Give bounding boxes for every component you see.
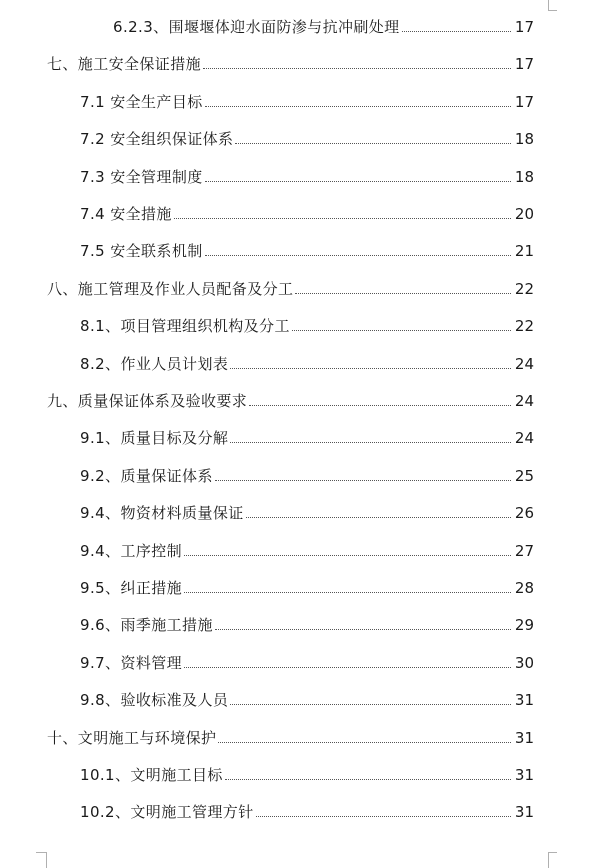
toc-leader-dots: [249, 404, 511, 406]
toc-entry-label: 十、文明施工与环境保护: [47, 728, 217, 747]
toc-entry[interactable]: [47, 274, 534, 298]
toc-page-number: 26: [514, 504, 534, 523]
toc-page-number: 17: [514, 18, 534, 36]
toc-entry-label: 7.5 安全联系机制: [80, 242, 203, 261]
toc-leader-dots: [402, 30, 511, 32]
toc-entry-label: 8.1、项目管理组织机构及分工: [80, 317, 290, 336]
toc-entry[interactable]: [80, 648, 534, 672]
toc-leader-dots: [184, 666, 511, 668]
toc-entry[interactable]: [80, 87, 534, 111]
toc-leader-dots: [225, 778, 511, 780]
toc-page-number: 27: [514, 541, 534, 560]
toc-entry-label: 7.2 安全组织保证体系: [80, 130, 234, 149]
toc-entry[interactable]: [80, 199, 534, 223]
toc-leader-dots: [184, 591, 511, 593]
toc-entry[interactable]: [80, 162, 534, 186]
toc-leader-dots: [174, 217, 511, 219]
toc-leader-dots: [215, 628, 511, 630]
toc-page-number: 21: [514, 242, 534, 261]
toc-entry[interactable]: [113, 12, 534, 36]
toc-entry[interactable]: [47, 386, 534, 410]
toc-leader-dots: [292, 329, 511, 331]
toc-entry-label: 10.1、文明施工目标: [80, 766, 223, 784]
toc-page-number: 31: [514, 803, 534, 822]
toc-entry-label: 9.6、雨季施工措施: [80, 616, 213, 635]
toc-entry[interactable]: [80, 423, 534, 447]
toc-entry-label: 9.2、质量保证体系: [80, 466, 213, 485]
toc-entry-label: 八、施工管理及作业人员配备及分工: [47, 279, 294, 298]
toc-leader-dots: [230, 367, 511, 369]
toc-entry[interactable]: [80, 573, 534, 597]
toc-entry[interactable]: [80, 685, 534, 709]
toc-leader-dots: [203, 67, 511, 69]
toc-leader-dots: [218, 741, 511, 743]
toc-entry-label: 9.7、资料管理: [80, 653, 183, 672]
toc-leader-dots: [295, 292, 511, 294]
toc-entry-label: 9.4、物资材料质量保证: [80, 504, 244, 523]
toc-leader-dots: [235, 142, 510, 144]
toc-page-number: 30: [514, 653, 534, 672]
toc-page-number: 17: [514, 92, 534, 111]
toc-entry-label: 9.8、验收标准及人员: [80, 691, 229, 710]
toc-entry[interactable]: [80, 536, 534, 560]
toc-entry[interactable]: [80, 311, 534, 335]
toc-page-number: 22: [514, 317, 534, 336]
toc-entry[interactable]: [80, 610, 534, 634]
crop-mark-bottom-left: [36, 852, 47, 868]
toc-page-number: 28: [514, 579, 534, 597]
toc-page-number: 22: [514, 279, 534, 298]
toc-leader-dots: [184, 554, 511, 556]
toc-entry-label: 6.2.3、围堰堰体迎水面防渗与抗冲刷处理: [113, 18, 400, 36]
toc-leader-dots: [246, 516, 511, 518]
toc-leader-dots: [205, 105, 511, 107]
toc-leader-dots: [215, 479, 511, 481]
toc-entry-label: 9.5、纠正措施: [80, 579, 183, 597]
toc-entry[interactable]: [47, 49, 534, 73]
toc-entry-label: 7.3 安全管理制度: [80, 167, 203, 186]
toc-entry-label: 8.2、作业人员计划表: [80, 354, 229, 373]
toc-entry-label: 9.1、质量目标及分解: [80, 429, 229, 448]
crop-mark-bottom-right: [548, 852, 557, 868]
toc-page-number: 18: [514, 130, 534, 149]
toc-entry-label: 七、施工安全保证措施: [47, 55, 202, 74]
toc-entry[interactable]: [80, 349, 534, 373]
toc-entry[interactable]: [47, 723, 534, 747]
toc-page-number: 17: [514, 55, 534, 74]
toc-page-number: 25: [514, 466, 534, 485]
toc-page-number: 31: [514, 728, 534, 747]
toc-page-number: 29: [514, 616, 534, 635]
toc-page-number: 31: [514, 766, 534, 784]
toc-entry[interactable]: [80, 461, 534, 485]
toc-page-number: 20: [514, 205, 534, 223]
crop-mark-top-right: [548, 0, 557, 11]
toc-page-number: 18: [514, 167, 534, 186]
toc-leader-dots: [205, 254, 511, 256]
toc-entry[interactable]: [80, 797, 534, 821]
toc-leader-dots: [205, 180, 511, 182]
toc-entry[interactable]: [80, 124, 534, 148]
toc-leader-dots: [256, 815, 511, 817]
toc-entry-label: 九、质量保证体系及验收要求: [47, 392, 248, 410]
toc-leader-dots: [230, 703, 511, 705]
toc-entry[interactable]: [80, 498, 534, 522]
toc-entry[interactable]: [80, 760, 534, 784]
toc-entry[interactable]: [80, 236, 534, 260]
toc-page-number: 24: [514, 429, 534, 448]
toc-entry-label: 7.1 安全生产目标: [80, 92, 203, 111]
toc-entry-label: 10.2、文明施工管理方针: [80, 803, 254, 822]
toc-page-number: 31: [514, 691, 534, 710]
toc-page-number: 24: [514, 392, 534, 410]
toc-entry-label: 7.4 安全措施: [80, 205, 172, 223]
toc-page-number: 24: [514, 354, 534, 373]
toc-leader-dots: [230, 441, 511, 443]
toc-entry-label: 9.4、工序控制: [80, 541, 183, 560]
